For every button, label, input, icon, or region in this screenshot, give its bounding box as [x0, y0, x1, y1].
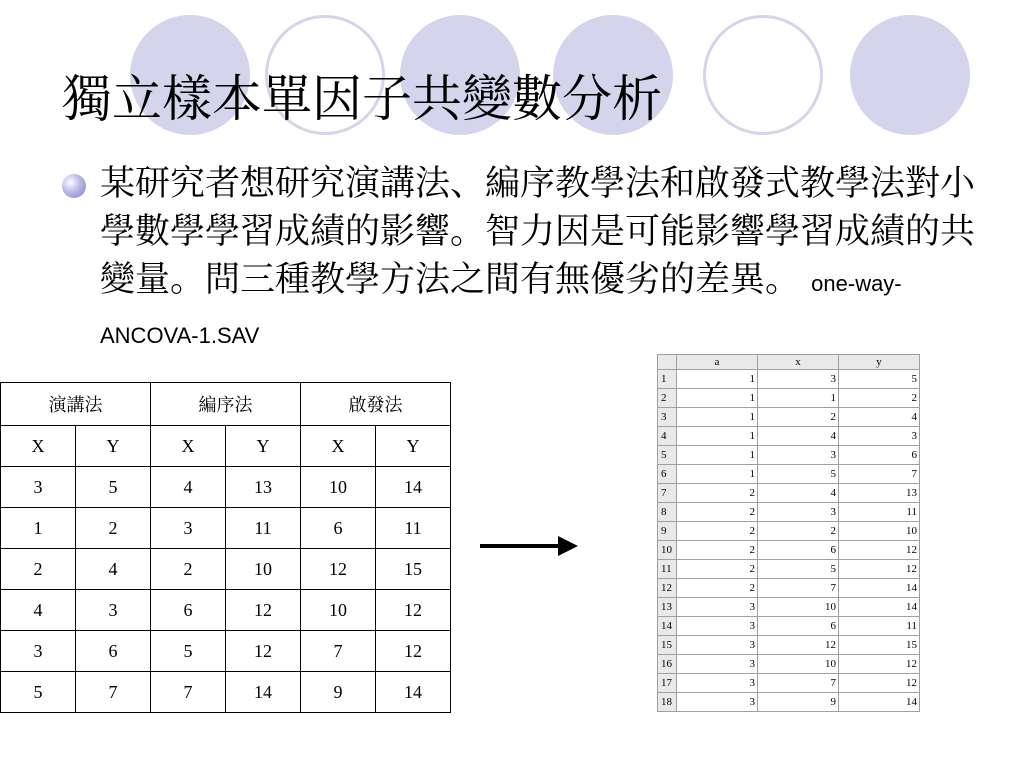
grid-cell-a[interactable]: 1: [677, 465, 758, 484]
grid-cell-x[interactable]: 7: [758, 674, 839, 693]
grid-row: [658, 465, 920, 484]
grid-cell-x[interactable]: 9: [758, 693, 839, 712]
grid-row-number[interactable]: 9: [658, 522, 677, 541]
grid-cell-y[interactable]: 7: [839, 465, 920, 484]
grid-row-number[interactable]: 11: [658, 560, 677, 579]
grid-cell-x[interactable]: 1: [758, 389, 839, 408]
subheader-cell: Y: [376, 426, 451, 467]
table-cell: 7: [301, 631, 376, 672]
grid-cell-a[interactable]: 1: [677, 389, 758, 408]
grid-row-number[interactable]: 17: [658, 674, 677, 693]
grid-cell-x[interactable]: 3: [758, 503, 839, 522]
grid-cell-x[interactable]: 7: [758, 579, 839, 598]
table-cell: 12: [301, 549, 376, 590]
grid-cell-a[interactable]: 1: [677, 408, 758, 427]
table-cell: 11: [376, 508, 451, 549]
grid-cell-y[interactable]: 3: [839, 427, 920, 446]
bullet-text: 某研究者想研究演講法、編序教學法和啟發式教學法對小學數學學習成績的影響。智力因是可能影響學習成績的共變量。問三種教學方法之間有無優劣的差異。: [100, 164, 976, 300]
table-cell: 6: [151, 590, 226, 631]
grid-cell-y[interactable]: 12: [839, 655, 920, 674]
grid-cell-a[interactable]: 3: [677, 693, 758, 712]
grid-cell-a[interactable]: 3: [677, 598, 758, 617]
table-subheader-row: [1, 426, 451, 467]
table-cell: 7: [76, 672, 151, 713]
table-cell: 12: [376, 631, 451, 672]
group-header-lecture: 演講法: [1, 383, 151, 426]
grid-row-number[interactable]: 7: [658, 484, 677, 503]
grid-cell-a[interactable]: 1: [677, 427, 758, 446]
grid-row: [658, 389, 920, 408]
grid-row-number[interactable]: 10: [658, 541, 677, 560]
grid-cell-y[interactable]: 14: [839, 598, 920, 617]
table-cell: 5: [1, 672, 76, 713]
table-cell: 6: [76, 631, 151, 672]
subheader-cell: Y: [76, 426, 151, 467]
grid-row: [658, 560, 920, 579]
table-cell: 15: [376, 549, 451, 590]
grid-cell-a[interactable]: 2: [677, 541, 758, 560]
table-cell: 10: [226, 549, 301, 590]
grid-cell-a[interactable]: 2: [677, 503, 758, 522]
grid-header-row: [658, 355, 920, 370]
grid-cell-y[interactable]: 14: [839, 693, 920, 712]
grid-cell-y[interactable]: 5: [839, 370, 920, 389]
table-row: [1, 631, 451, 672]
grid-cell-y[interactable]: 4: [839, 408, 920, 427]
grid-row: [658, 636, 920, 655]
subheader-cell: X: [301, 426, 376, 467]
table-cell: 14: [376, 672, 451, 713]
grid-column-header-x[interactable]: x: [758, 355, 839, 370]
right-arrow-icon: [480, 534, 580, 558]
grid-cell-a[interactable]: 2: [677, 579, 758, 598]
table-cell: 7: [151, 672, 226, 713]
bullet-paragraph: [100, 160, 984, 360]
table-cell: 2: [1, 549, 76, 590]
grid-row-number[interactable]: 6: [658, 465, 677, 484]
grid-row: [658, 598, 920, 617]
grid-cell-x[interactable]: 10: [758, 655, 839, 674]
grid-cell-y[interactable]: 11: [839, 503, 920, 522]
grid-row: [658, 522, 920, 541]
table-cell: 5: [151, 631, 226, 672]
grid-cell-a[interactable]: 3: [677, 655, 758, 674]
grid-cell-a[interactable]: 3: [677, 636, 758, 655]
grid-row: [658, 484, 920, 503]
grid-row: [658, 503, 920, 522]
table-cell: 13: [226, 467, 301, 508]
grid-corner-cell: [658, 355, 677, 370]
subheader-cell: X: [151, 426, 226, 467]
subheader-cell: Y: [226, 426, 301, 467]
grid-row-number[interactable]: 15: [658, 636, 677, 655]
table-cell: 2: [76, 508, 151, 549]
table-cell: 12: [226, 590, 301, 631]
grid-cell-x[interactable]: 5: [758, 560, 839, 579]
grid-row-number[interactable]: 4: [658, 427, 677, 446]
source-data-table: [0, 382, 451, 713]
grid-row: [658, 655, 920, 674]
table-cell: 3: [76, 590, 151, 631]
grid-cell-x[interactable]: 4: [758, 484, 839, 503]
table-cell: 6: [301, 508, 376, 549]
grid-cell-y[interactable]: 2: [839, 389, 920, 408]
table-cell: 14: [376, 467, 451, 508]
table-cell: 12: [226, 631, 301, 672]
grid-row-number[interactable]: 5: [658, 446, 677, 465]
group-header-programmed: 編序法: [151, 383, 301, 426]
grid-cell-a[interactable]: 2: [677, 522, 758, 541]
table-cell: 4: [1, 590, 76, 631]
grid-cell-y[interactable]: 6: [839, 446, 920, 465]
table-cell: 14: [226, 672, 301, 713]
table-cell: 10: [301, 590, 376, 631]
grid-cell-a[interactable]: 3: [677, 674, 758, 693]
grid-column-header-a[interactable]: a: [677, 355, 758, 370]
grid-cell-y[interactable]: 12: [839, 541, 920, 560]
grid-row: [658, 541, 920, 560]
grid-row-number[interactable]: 1: [658, 370, 677, 389]
subheader-cell: X: [1, 426, 76, 467]
slide-title: 獨立樣本單因子共變數分析: [62, 70, 662, 128]
grid-cell-y[interactable]: 10: [839, 522, 920, 541]
grid-cell-a[interactable]: 2: [677, 560, 758, 579]
grid-row-number[interactable]: 12: [658, 579, 677, 598]
table-cell: 4: [151, 467, 226, 508]
grid-cell-x[interactable]: 2: [758, 522, 839, 541]
table-row: [1, 467, 451, 508]
decor-circle-5: [703, 15, 823, 135]
table-cell: 2: [151, 549, 226, 590]
table-row: [1, 508, 451, 549]
table-cell: 3: [151, 508, 226, 549]
grid-cell-x[interactable]: 5: [758, 465, 839, 484]
table-cell: 12: [376, 590, 451, 631]
grid-cell-x[interactable]: 12: [758, 636, 839, 655]
table-cell: 5: [76, 467, 151, 508]
grid-cell-a[interactable]: 1: [677, 446, 758, 465]
grid-row-number[interactable]: 14: [658, 617, 677, 636]
round-bullet-icon: [62, 174, 86, 198]
grid-row-number[interactable]: 2: [658, 389, 677, 408]
grid-cell-y[interactable]: 15: [839, 636, 920, 655]
grid-cell-x[interactable]: 3: [758, 370, 839, 389]
grid-row: [658, 427, 920, 446]
grid-cell-y[interactable]: 12: [839, 674, 920, 693]
grid-cell-x[interactable]: 3: [758, 446, 839, 465]
grid-cell-x[interactable]: 6: [758, 541, 839, 560]
grid-cell-a[interactable]: 1: [677, 370, 758, 389]
table-cell: 11: [226, 508, 301, 549]
grid-cell-a[interactable]: 3: [677, 617, 758, 636]
grid-row-number[interactable]: 18: [658, 693, 677, 712]
table-group-header-row: [1, 383, 451, 426]
grid-cell-y[interactable]: 11: [839, 617, 920, 636]
grid-row: [658, 617, 920, 636]
grid-cell-y[interactable]: 13: [839, 484, 920, 503]
table-cell: 10: [301, 467, 376, 508]
grid-cell-a[interactable]: 2: [677, 484, 758, 503]
grid-cell-x[interactable]: 10: [758, 598, 839, 617]
spss-data-grid: [657, 354, 920, 712]
grid-row-number[interactable]: 3: [658, 408, 677, 427]
table-row: [1, 549, 451, 590]
data-file-name: one-way-ANCOVA-1.SAV: [100, 271, 902, 348]
decor-circle-6: [850, 15, 970, 135]
table-row: [1, 672, 451, 713]
grid-cell-y[interactable]: 14: [839, 579, 920, 598]
table-row: [1, 590, 451, 631]
table-cell: 3: [1, 467, 76, 508]
grid-row-number[interactable]: 13: [658, 598, 677, 617]
grid-row-number[interactable]: 16: [658, 655, 677, 674]
table-cell: 3: [1, 631, 76, 672]
grid-row: [658, 370, 920, 389]
table-cell: 4: [76, 549, 151, 590]
grid-cell-x[interactable]: 4: [758, 427, 839, 446]
grid-row: [658, 446, 920, 465]
grid-cell-y[interactable]: 12: [839, 560, 920, 579]
grid-row: [658, 579, 920, 598]
table-cell: 9: [301, 672, 376, 713]
grid-row: [658, 408, 920, 427]
grid-row-number[interactable]: 8: [658, 503, 677, 522]
group-header-heuristic: 啟發法: [301, 383, 451, 426]
grid-cell-x[interactable]: 6: [758, 617, 839, 636]
grid-row: [658, 693, 920, 712]
grid-row: [658, 674, 920, 693]
table-cell: 1: [1, 508, 76, 549]
grid-cell-x[interactable]: 2: [758, 408, 839, 427]
grid-column-header-y[interactable]: y: [839, 355, 920, 370]
